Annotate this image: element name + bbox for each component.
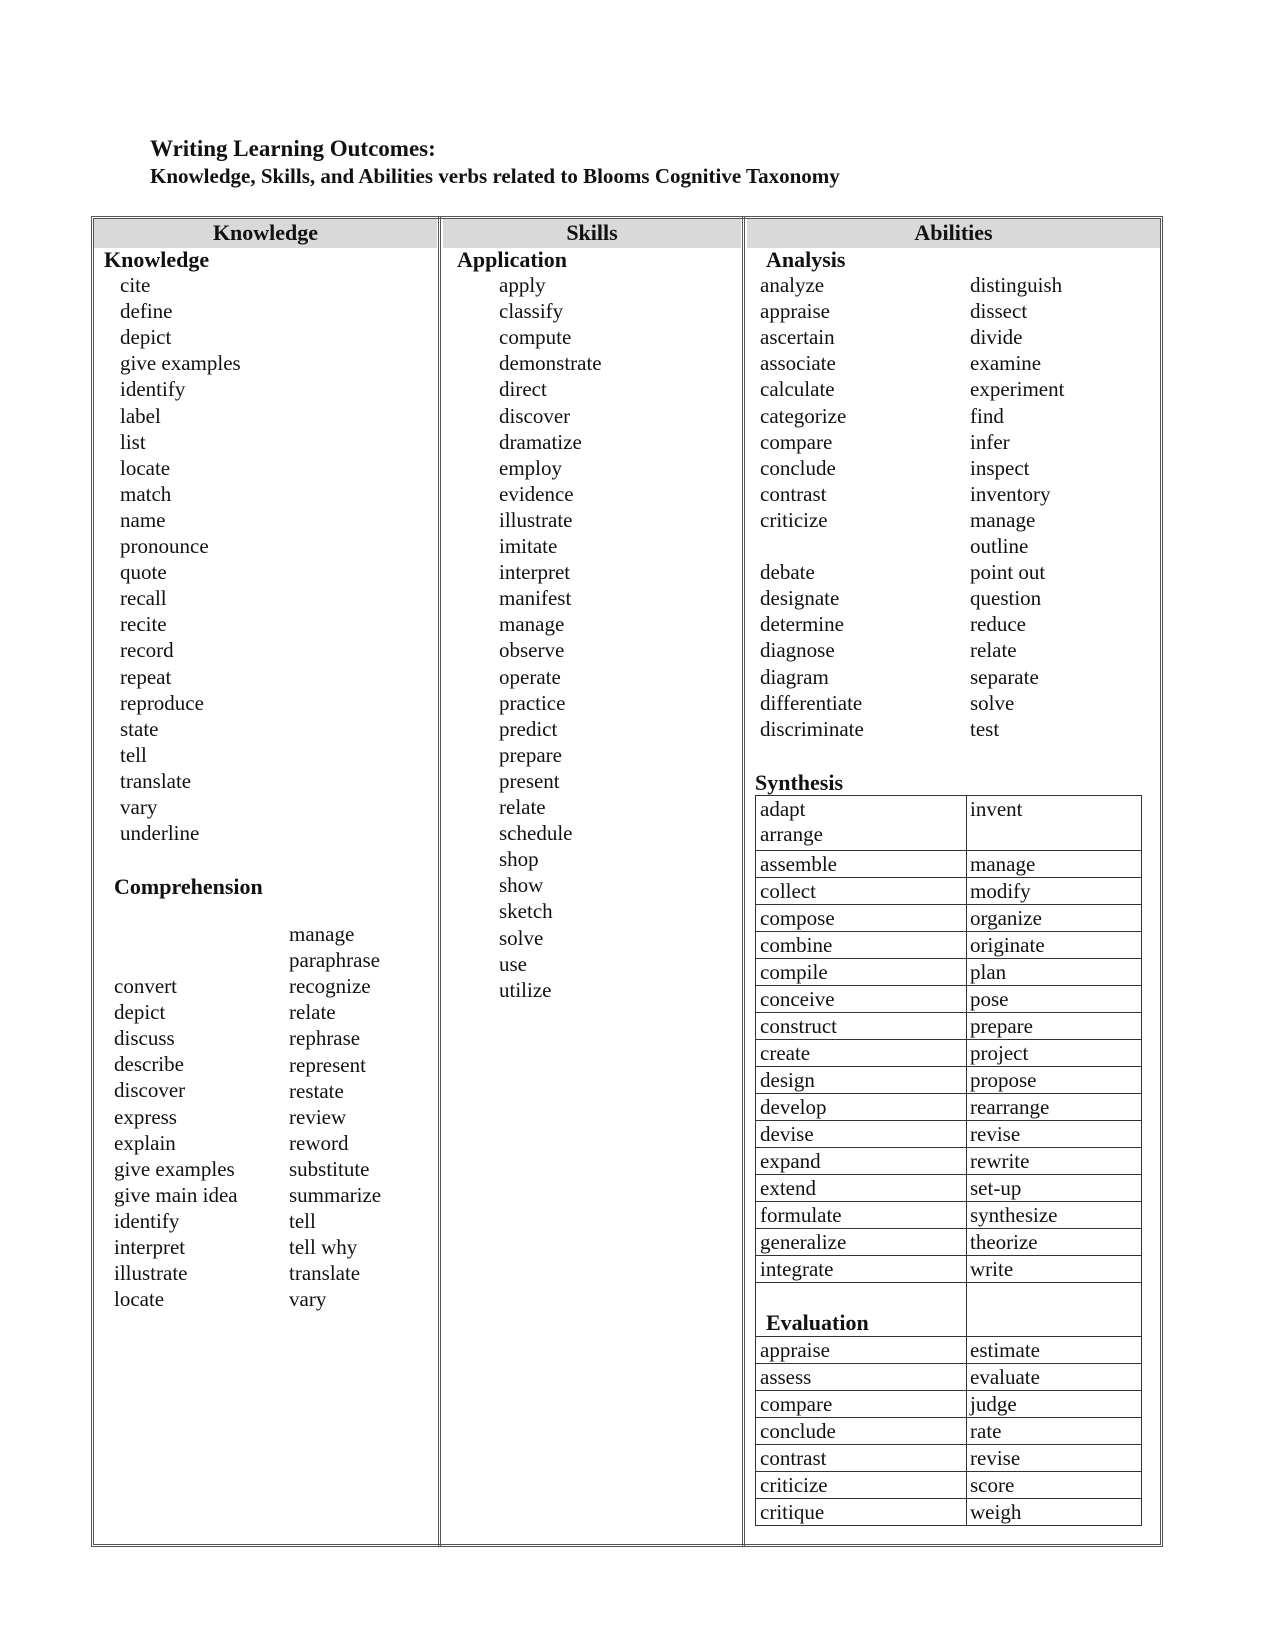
comprehension-verb: explain bbox=[114, 1131, 176, 1155]
knowledge-verb: identify bbox=[120, 377, 186, 401]
knowledge-verb: define bbox=[120, 299, 173, 323]
synthesis-verb: prepare bbox=[970, 1014, 1033, 1038]
comprehension-verb: locate bbox=[114, 1287, 165, 1311]
comprehension-verb: discover bbox=[114, 1078, 186, 1102]
comprehension-verb: vary bbox=[289, 1287, 327, 1311]
comprehension-verb: review bbox=[289, 1105, 347, 1129]
evaluation-verb: compare bbox=[760, 1392, 833, 1416]
knowledge-verb: label bbox=[120, 404, 161, 428]
knowledge-verb: underline bbox=[120, 821, 200, 845]
synthesis-verb: modify bbox=[970, 879, 1031, 903]
comprehension-verb: depict bbox=[114, 1000, 166, 1024]
grid-row-line bbox=[755, 1498, 1142, 1499]
application-verb: dramatize bbox=[499, 430, 582, 454]
analysis-verb: infer bbox=[970, 430, 1010, 454]
synthesis-verb: synthesize bbox=[970, 1203, 1058, 1227]
analysis-verb: manage bbox=[970, 508, 1036, 532]
synthesis-verb: organize bbox=[970, 906, 1042, 930]
application-verb: predict bbox=[499, 717, 558, 741]
analysis-verb: relate bbox=[970, 638, 1017, 662]
comprehension-verb: recognize bbox=[289, 974, 371, 998]
grid-row-line bbox=[755, 931, 1142, 932]
application-verb: sketch bbox=[499, 899, 553, 923]
comprehension-verb: describe bbox=[114, 1052, 184, 1076]
comprehension-verb: give main idea bbox=[114, 1183, 238, 1207]
synthesis-verb: expand bbox=[760, 1149, 821, 1173]
analysis-verb: examine bbox=[970, 351, 1042, 375]
synthesis-verb: rewrite bbox=[970, 1149, 1030, 1173]
application-verb: practice bbox=[499, 691, 566, 715]
synthesis-verb: formulate bbox=[760, 1203, 842, 1227]
synthesis-verb: design bbox=[760, 1068, 815, 1092]
application-verb: present bbox=[499, 769, 560, 793]
grid-row-line bbox=[755, 1228, 1142, 1229]
grid-row-line bbox=[755, 985, 1142, 986]
application-verb: schedule bbox=[499, 821, 573, 845]
application-verb: classify bbox=[499, 299, 564, 323]
knowledge-verb: locate bbox=[120, 456, 171, 480]
synthesis-verb: write bbox=[970, 1257, 1014, 1281]
comprehension-verb: express bbox=[114, 1105, 177, 1129]
column-header-abilities: Abilities bbox=[914, 220, 993, 245]
synthesis-verb: propose bbox=[970, 1068, 1037, 1092]
section-heading-knowledge: Knowledge bbox=[104, 247, 210, 272]
evaluation-verb: assess bbox=[760, 1365, 812, 1389]
comprehension-verb: tell why bbox=[289, 1235, 358, 1259]
knowledge-verb: match bbox=[120, 482, 172, 506]
synthesis-verb: adapt bbox=[760, 797, 806, 821]
synthesis-verb: generalize bbox=[760, 1230, 847, 1254]
synthesis-verb: devise bbox=[760, 1122, 814, 1146]
knowledge-verb: cite bbox=[120, 273, 151, 297]
comprehension-verb: restate bbox=[289, 1079, 344, 1103]
analysis-verb: test bbox=[970, 717, 1000, 741]
analysis-verb: analyze bbox=[760, 273, 825, 297]
synthesis-verb: create bbox=[760, 1041, 811, 1065]
analysis-verb: conclude bbox=[760, 456, 836, 480]
synthesis-verb: collect bbox=[760, 879, 816, 903]
analysis-verb: point out bbox=[970, 560, 1046, 584]
comprehension-verb: represent bbox=[289, 1053, 366, 1077]
grid-row-line bbox=[755, 1336, 1142, 1337]
analysis-verb: inventory bbox=[970, 482, 1051, 506]
evaluation-verb: contrast bbox=[760, 1446, 827, 1470]
analysis-verb: inspect bbox=[970, 456, 1030, 480]
evaluation-verb: score bbox=[970, 1473, 1015, 1497]
grid-row-line bbox=[755, 1147, 1142, 1148]
evaluation-verb: estimate bbox=[970, 1338, 1040, 1362]
comprehension-verb: reword bbox=[289, 1131, 349, 1155]
grid-row-line bbox=[755, 877, 1142, 878]
section-heading-analysis: Analysis bbox=[766, 247, 846, 272]
comprehension-verb: tell bbox=[289, 1209, 316, 1233]
application-verb: compute bbox=[499, 325, 572, 349]
synthesis-verb: manage bbox=[970, 852, 1036, 876]
knowledge-verb: record bbox=[120, 638, 174, 662]
analysis-verb: designate bbox=[760, 586, 840, 610]
comprehension-verb: rephrase bbox=[289, 1026, 361, 1050]
grid-row-line bbox=[755, 1201, 1142, 1202]
section-heading-comprehension: Comprehension bbox=[114, 874, 263, 899]
evaluation-verb: revise bbox=[970, 1446, 1021, 1470]
page-title: Writing Learning Outcomes: bbox=[150, 136, 436, 161]
knowledge-verb: give examples bbox=[120, 351, 241, 375]
application-verb: apply bbox=[499, 273, 546, 297]
evaluation-verb: rate bbox=[970, 1419, 1002, 1443]
evaluation-verb: judge bbox=[970, 1392, 1017, 1416]
application-verb: shop bbox=[499, 847, 539, 871]
synthesis-verb: theorize bbox=[970, 1230, 1038, 1254]
application-verb: imitate bbox=[499, 534, 558, 558]
comprehension-verb: relate bbox=[289, 1000, 336, 1024]
application-verb: evidence bbox=[499, 482, 574, 506]
comprehension-verb: identify bbox=[114, 1209, 180, 1233]
comprehension-verb: interpret bbox=[114, 1235, 186, 1259]
knowledge-verb: list bbox=[120, 430, 146, 454]
application-verb: direct bbox=[499, 377, 547, 401]
application-verb: illustrate bbox=[499, 508, 573, 532]
synthesis-verb: extend bbox=[760, 1176, 816, 1200]
evaluation-verb: criticize bbox=[760, 1473, 828, 1497]
analysis-verb: appraise bbox=[760, 299, 830, 323]
knowledge-verb: depict bbox=[120, 325, 172, 349]
analysis-verb: calculate bbox=[760, 377, 835, 401]
grid-row-line bbox=[755, 904, 1142, 905]
analysis-verb: compare bbox=[760, 430, 833, 454]
application-verb: interpret bbox=[499, 560, 571, 584]
comprehension-verb: give examples bbox=[114, 1157, 235, 1181]
application-verb: observe bbox=[499, 638, 565, 662]
analysis-verb: debate bbox=[760, 560, 815, 584]
analysis-verb: reduce bbox=[970, 612, 1026, 636]
grid-row-line bbox=[755, 1471, 1142, 1472]
knowledge-verb: quote bbox=[120, 560, 167, 584]
knowledge-verb: recall bbox=[120, 586, 167, 610]
analysis-verb: differentiate bbox=[760, 691, 863, 715]
grid-row-line bbox=[755, 1417, 1142, 1418]
analysis-verb: ascertain bbox=[760, 325, 835, 349]
synthesis-verb: originate bbox=[970, 933, 1045, 957]
grid-row-line bbox=[755, 1093, 1142, 1094]
page-subtitle: Knowledge, Skills, and Abilities verbs related to Blooms Cognitive Taxonomy bbox=[150, 164, 840, 188]
grid-row-line bbox=[755, 1120, 1142, 1121]
application-verb: relate bbox=[499, 795, 546, 819]
application-verb: discover bbox=[499, 404, 571, 428]
section-heading-application: Application bbox=[457, 247, 568, 272]
analysis-verb: divide bbox=[970, 325, 1023, 349]
evaluation-verb: appraise bbox=[760, 1338, 830, 1362]
synthesis-verb: invent bbox=[970, 797, 1023, 821]
comprehension-verb: translate bbox=[289, 1261, 361, 1285]
analysis-verb: find bbox=[970, 404, 1004, 428]
analysis-verb: experiment bbox=[970, 377, 1065, 401]
column-header-skills: Skills bbox=[566, 220, 618, 245]
section-heading-evaluation: Evaluation bbox=[766, 1310, 869, 1335]
synthesis-verb: compile bbox=[760, 960, 828, 984]
analysis-verb: solve bbox=[970, 691, 1015, 715]
application-verb: utilize bbox=[499, 978, 552, 1002]
comprehension-verb: discuss bbox=[114, 1026, 175, 1050]
evaluation-verb: critique bbox=[760, 1500, 825, 1524]
comprehension-verb: paraphrase bbox=[289, 948, 380, 972]
analysis-verb: diagnose bbox=[760, 638, 835, 662]
knowledge-verb: reproduce bbox=[120, 691, 204, 715]
analysis-verb: categorize bbox=[760, 404, 847, 428]
synthesis-verb: project bbox=[970, 1041, 1029, 1065]
section-heading-synthesis: Synthesis bbox=[755, 770, 844, 795]
application-verb: prepare bbox=[499, 743, 562, 767]
grid-row-line bbox=[755, 1282, 1142, 1283]
analysis-verb: question bbox=[970, 586, 1042, 610]
synthesis-verb: revise bbox=[970, 1122, 1021, 1146]
application-verb: operate bbox=[499, 665, 561, 689]
grid-row-line bbox=[755, 1390, 1142, 1391]
grid-row-line bbox=[755, 1066, 1142, 1067]
application-verb: demonstrate bbox=[499, 351, 602, 375]
column-header-knowledge: Knowledge bbox=[212, 220, 319, 245]
knowledge-verb: pronounce bbox=[120, 534, 209, 558]
application-verb: manifest bbox=[499, 586, 572, 610]
synthesis-verb: conceive bbox=[760, 987, 835, 1011]
evaluation-verb: evaluate bbox=[970, 1365, 1040, 1389]
analysis-verb: determine bbox=[760, 612, 844, 636]
comprehension-verb: convert bbox=[114, 974, 177, 998]
analysis-verb: separate bbox=[970, 665, 1039, 689]
analysis-verb: distinguish bbox=[970, 273, 1063, 297]
grid-row-line bbox=[755, 1255, 1142, 1256]
synthesis-verb: integrate bbox=[760, 1257, 834, 1281]
knowledge-verb: repeat bbox=[120, 665, 172, 689]
comprehension-verb: substitute bbox=[289, 1157, 370, 1181]
application-verb: use bbox=[499, 952, 527, 976]
grid-row-line bbox=[755, 958, 1142, 959]
analysis-verb: contrast bbox=[760, 482, 827, 506]
synthesis-verb: compose bbox=[760, 906, 835, 930]
knowledge-verb: recite bbox=[120, 612, 167, 636]
comprehension-verb: illustrate bbox=[114, 1261, 188, 1285]
evaluation-verb: weigh bbox=[970, 1500, 1022, 1524]
synthesis-verb: pose bbox=[970, 987, 1009, 1011]
synthesis-verb: combine bbox=[760, 933, 833, 957]
knowledge-verb: vary bbox=[120, 795, 158, 819]
synthesis-verb: set-up bbox=[970, 1176, 1022, 1200]
grid-row-line bbox=[755, 1039, 1142, 1040]
knowledge-verb: state bbox=[120, 717, 159, 741]
analysis-verb: outline bbox=[970, 534, 1029, 558]
application-verb: solve bbox=[499, 926, 544, 950]
grid-row-line bbox=[755, 850, 1142, 851]
synthesis-verb: construct bbox=[760, 1014, 837, 1038]
analysis-verb: criticize bbox=[760, 508, 828, 532]
synthesis-verb: plan bbox=[970, 960, 1007, 984]
synthesis-verb: arrange bbox=[760, 822, 823, 846]
analysis-verb: diagram bbox=[760, 665, 829, 689]
grid-row-line bbox=[755, 1444, 1142, 1445]
column-divider bbox=[438, 216, 441, 1547]
knowledge-verb: tell bbox=[120, 743, 147, 767]
evaluation-verb: conclude bbox=[760, 1419, 836, 1443]
analysis-verb: dissect bbox=[970, 299, 1028, 323]
analysis-verb: discriminate bbox=[760, 717, 864, 741]
application-verb: manage bbox=[499, 612, 565, 636]
knowledge-verb: translate bbox=[120, 769, 192, 793]
synthesis-verb: develop bbox=[760, 1095, 827, 1119]
synthesis-verb: rearrange bbox=[970, 1095, 1050, 1119]
synthesis-verb: assemble bbox=[760, 852, 837, 876]
analysis-verb: associate bbox=[760, 351, 836, 375]
grid-row-line bbox=[755, 1174, 1142, 1175]
grid-row-line bbox=[755, 1363, 1142, 1364]
grid-row-line bbox=[755, 1012, 1142, 1013]
comprehension-verb: manage bbox=[289, 922, 355, 946]
application-verb: employ bbox=[499, 456, 562, 480]
comprehension-verb: summarize bbox=[289, 1183, 382, 1207]
knowledge-verb: name bbox=[120, 508, 166, 532]
column-divider bbox=[742, 216, 745, 1547]
application-verb: show bbox=[499, 873, 544, 897]
